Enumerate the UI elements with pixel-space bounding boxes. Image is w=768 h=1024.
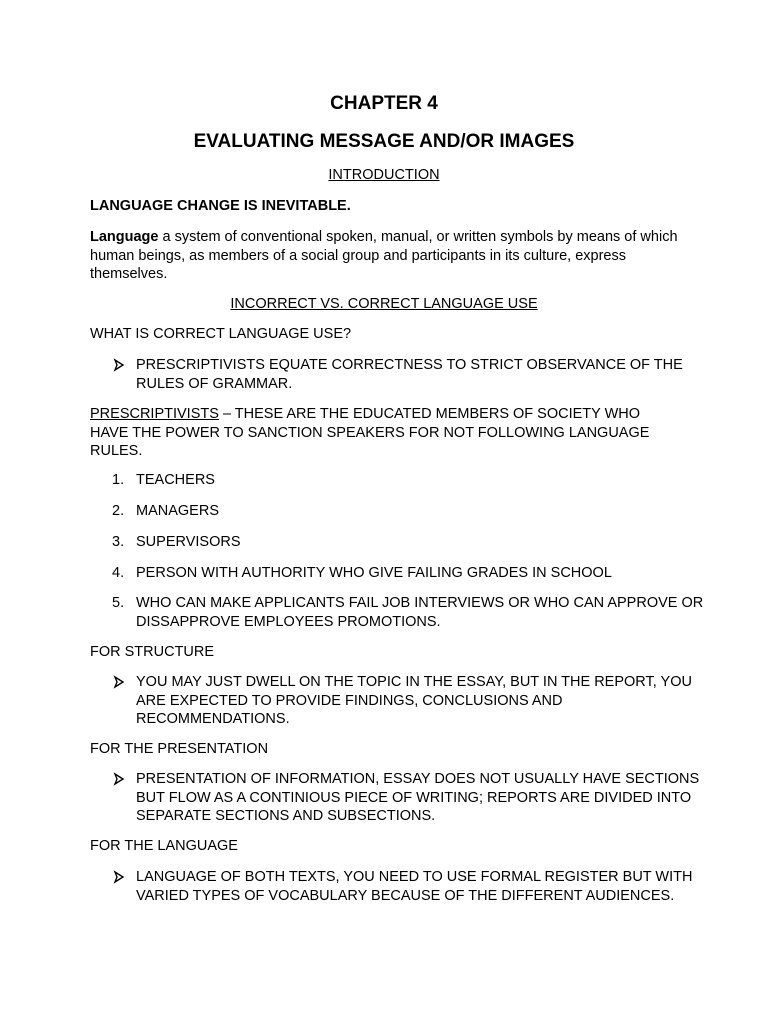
language-definition	[90, 228, 680, 284]
bullet-language	[112, 868, 706, 905]
bullet-presentation-text: PRESENTATION OF INFORMATION, ESSAY DOES NOT USUALLY HAVE SECTIONS BUT FLOW AS A CONTINIOUS PIECE OF WRITING; REPORTS ARE DIVIDED INTO SEPARATE SECTIONS AND SUBSECTIONS.	[136, 771, 700, 824]
for-presentation-heading: FOR THE PRESENTATION	[90, 741, 269, 757]
for-structure-heading: FOR STRUCTURE	[90, 644, 215, 660]
incorrect-correct-heading: INCORRECT VS. CORRECT LANGUAGE USE	[230, 296, 538, 312]
chapter-heading: CHAPTER 4	[330, 93, 438, 114]
list-number: 1.	[112, 472, 125, 488]
language-term: Language	[90, 229, 159, 245]
language-definition-text: a system of conventional spoken, manual, or written symbols by means of which human beings, as members of a social group and participants in its culture, express themselves.	[90, 229, 678, 282]
list-item	[112, 533, 706, 552]
list-item-text: SUPERVISORS	[136, 534, 241, 550]
bullet-structure	[112, 673, 706, 729]
arrowhead-bullet-icon	[112, 357, 126, 373]
prescriptivists-term: PRESCRIPTIVISTS	[90, 406, 219, 422]
list-number: 5.	[112, 595, 125, 611]
list-item	[112, 564, 706, 583]
list-item	[112, 594, 706, 631]
prescriptivists-definition-text: – THESE ARE THE EDUCATED MEMBERS OF SOCIETY WHO HAVE THE POWER TO SANCTION SPEAKERS FOR NOT FOLLOWING LANGUAGE RULES.	[90, 406, 650, 459]
bullet-structure-text: YOU MAY JUST DWELL ON THE TOPIC IN THE ESSAY, BUT IN THE REPORT, YOU ARE EXPECTED TO PROVIDE FINDINGS, CONCLUSIONS AND RECOMMENDATIONS.	[136, 674, 692, 727]
bullet-prescriptivists-text: PRESCRIPTIVISTS EQUATE CORRECTNESS TO STRICT OBSERVANCE OF THE RULES OF GRAMMAR.	[136, 357, 683, 392]
for-language-heading: FOR THE LANGUAGE	[90, 838, 238, 854]
list-number: 3.	[112, 534, 125, 550]
arrowhead-bullet-icon	[112, 674, 126, 690]
chapter-title: EVALUATING MESSAGE AND/OR IMAGES	[193, 131, 575, 152]
list-number: 4.	[112, 565, 125, 581]
bullet-language-text: LANGUAGE OF BOTH TEXTS, YOU NEED TO USE FORMAL REGISTER BUT WITH VARIED TYPES OF VOCABULARY BECAUSE OF THE DIFFERENT AUDIENCES.	[136, 869, 693, 904]
list-number: 2.	[112, 503, 125, 519]
prescriptivists-definition	[90, 405, 680, 461]
list-item-text: MANAGERS	[136, 503, 219, 519]
arrowhead-bullet-icon	[112, 869, 126, 885]
language-change-heading: LANGUAGE CHANGE IS INEVITABLE.	[90, 198, 351, 214]
introduction-heading: INTRODUCTION	[328, 167, 440, 183]
list-item	[112, 471, 706, 490]
list-item-text: PERSON WITH AUTHORITY WHO GIVE FAILING GRADES IN SCHOOL	[136, 565, 612, 581]
arrowhead-bullet-icon	[112, 771, 126, 787]
bullet-prescriptivists	[112, 356, 706, 393]
list-item-text: TEACHERS	[136, 472, 215, 488]
list-item-text: WHO CAN MAKE APPLICANTS FAIL JOB INTERVIEWS OR WHO CAN APPROVE OR DISSAPPROVE EMPLOYEES PROMOTIONS.	[136, 595, 704, 630]
bullet-presentation	[112, 770, 706, 826]
correct-language-question: WHAT IS CORRECT LANGUAGE USE?	[90, 326, 352, 342]
list-item	[112, 502, 706, 521]
